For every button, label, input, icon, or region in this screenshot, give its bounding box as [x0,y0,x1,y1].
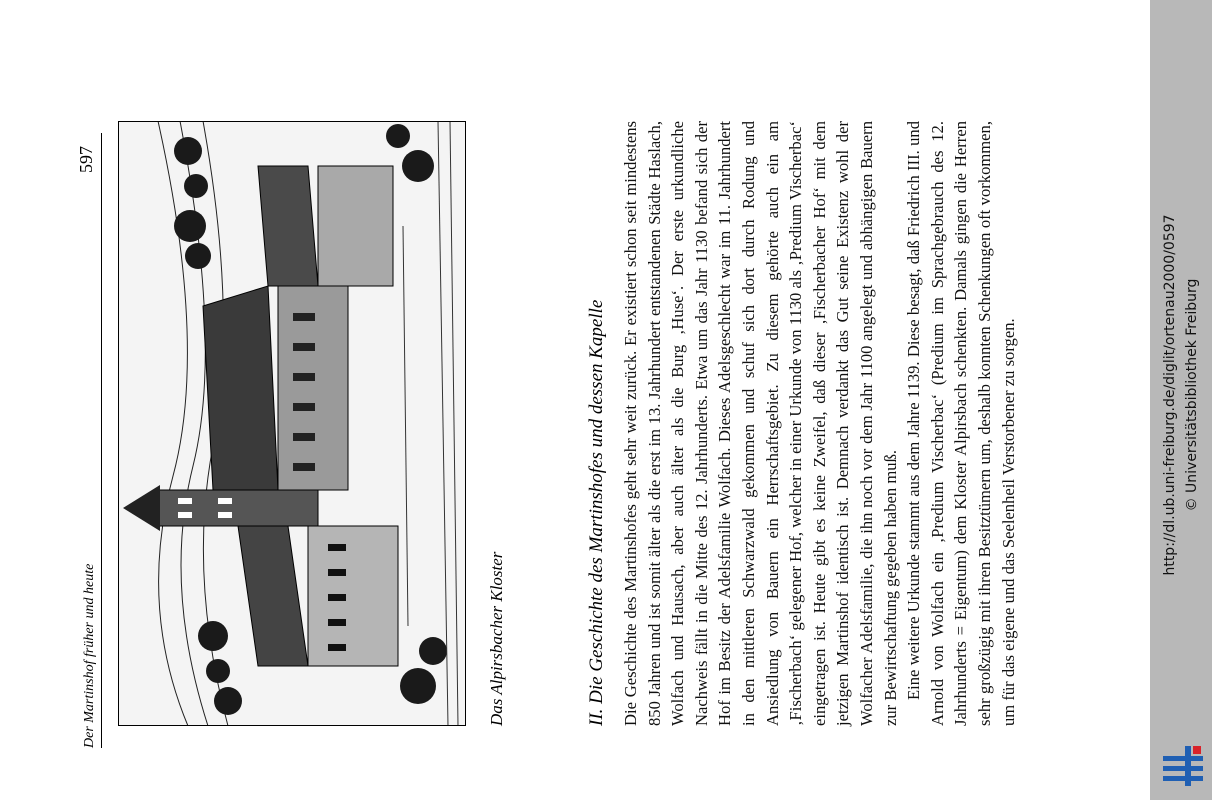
library-logo-icon [1163,746,1203,786]
rotated-book-page [74,118,1054,798]
header-rule [101,133,102,748]
paragraph: Die Geschichte des Martinshofes geht sehr weit zurück. Er existiert schon seit mindestens 850 Jahren und ist somit älter als die erst im 13. Jahrhundert entstandenen Städte Haslach, Wolfach und Hausach, aber auch älter als die Burg ‚Huse‘. Der erste urkundliche Nachweis fällt in die Mitte des 12. Jahrhunderts. Etwa um das Jahr 1130 befand sich der Hof im Besitz der Adelsfamilie Wolfach. Dieses Adelsgeschlecht war im 11. Jahrhundert in den mittleren Schwarzwald gekommen und schuf sich dort durch Rodung und Ansiedlung von Bauern ein Herrschaftsgebiet. Zu diesem gehörte auch ein am ‚Fischerbach‘ gelegener Hof, welcher in einer Urkunde von 1130 als ‚Predium Vischerbac‘ eingetragen ist. Heute gibt es keine Zweifel, daß dieser ‚Fischerbacher Hof‘ mit dem jetzigen Martinshof identisch ist. Demnach verdankt das Gut seine Existenz wohl der Wolfacher Adelsfamilie, die ihn noch vor dem Jahr 1100 angelegt und abhängigen Bauern zur Bewirtschaftung gegeben haben muß. [621,121,900,726]
copyright-notice: © Universitätsbibliothek Freiburg [1184,278,1200,512]
image-caption: Das Alpirsbacher Kloster [487,551,506,726]
running-head: Der Martinshof früher und heute [82,563,97,748]
source-url[interactable]: http://dl.ub.uni-freiburg.de/diglit/ortenau2000/0597 [1162,214,1178,576]
section-title: II. Die Geschichte des Martinshofes und dessen Kapelle [586,299,607,726]
monastery-engraving [118,121,466,726]
library-info [1159,214,1203,575]
page-number: 597 [76,146,96,173]
body-text [619,121,1020,726]
paragraph: Eine weitere Urkunde stammt aus dem Jahre 1139. Diese besagt, daß Friedrich III. und Arnold von Wolfach ein ‚Predium Vischerbac‘ (Predium im Sprachgebrauch des 12. Jahrhunderts = Eigentum) dem Kloster Alpirsbach schenkten. Damals gingen die Herren sehr großzügig mit ihren Besitztümern um, deshalb konnten Schenkungen oft vorkommen, um für das eigene und das Seelenheil Verstorbener zu sorgen. [904,121,1018,726]
library-side-strip [1150,0,1212,800]
